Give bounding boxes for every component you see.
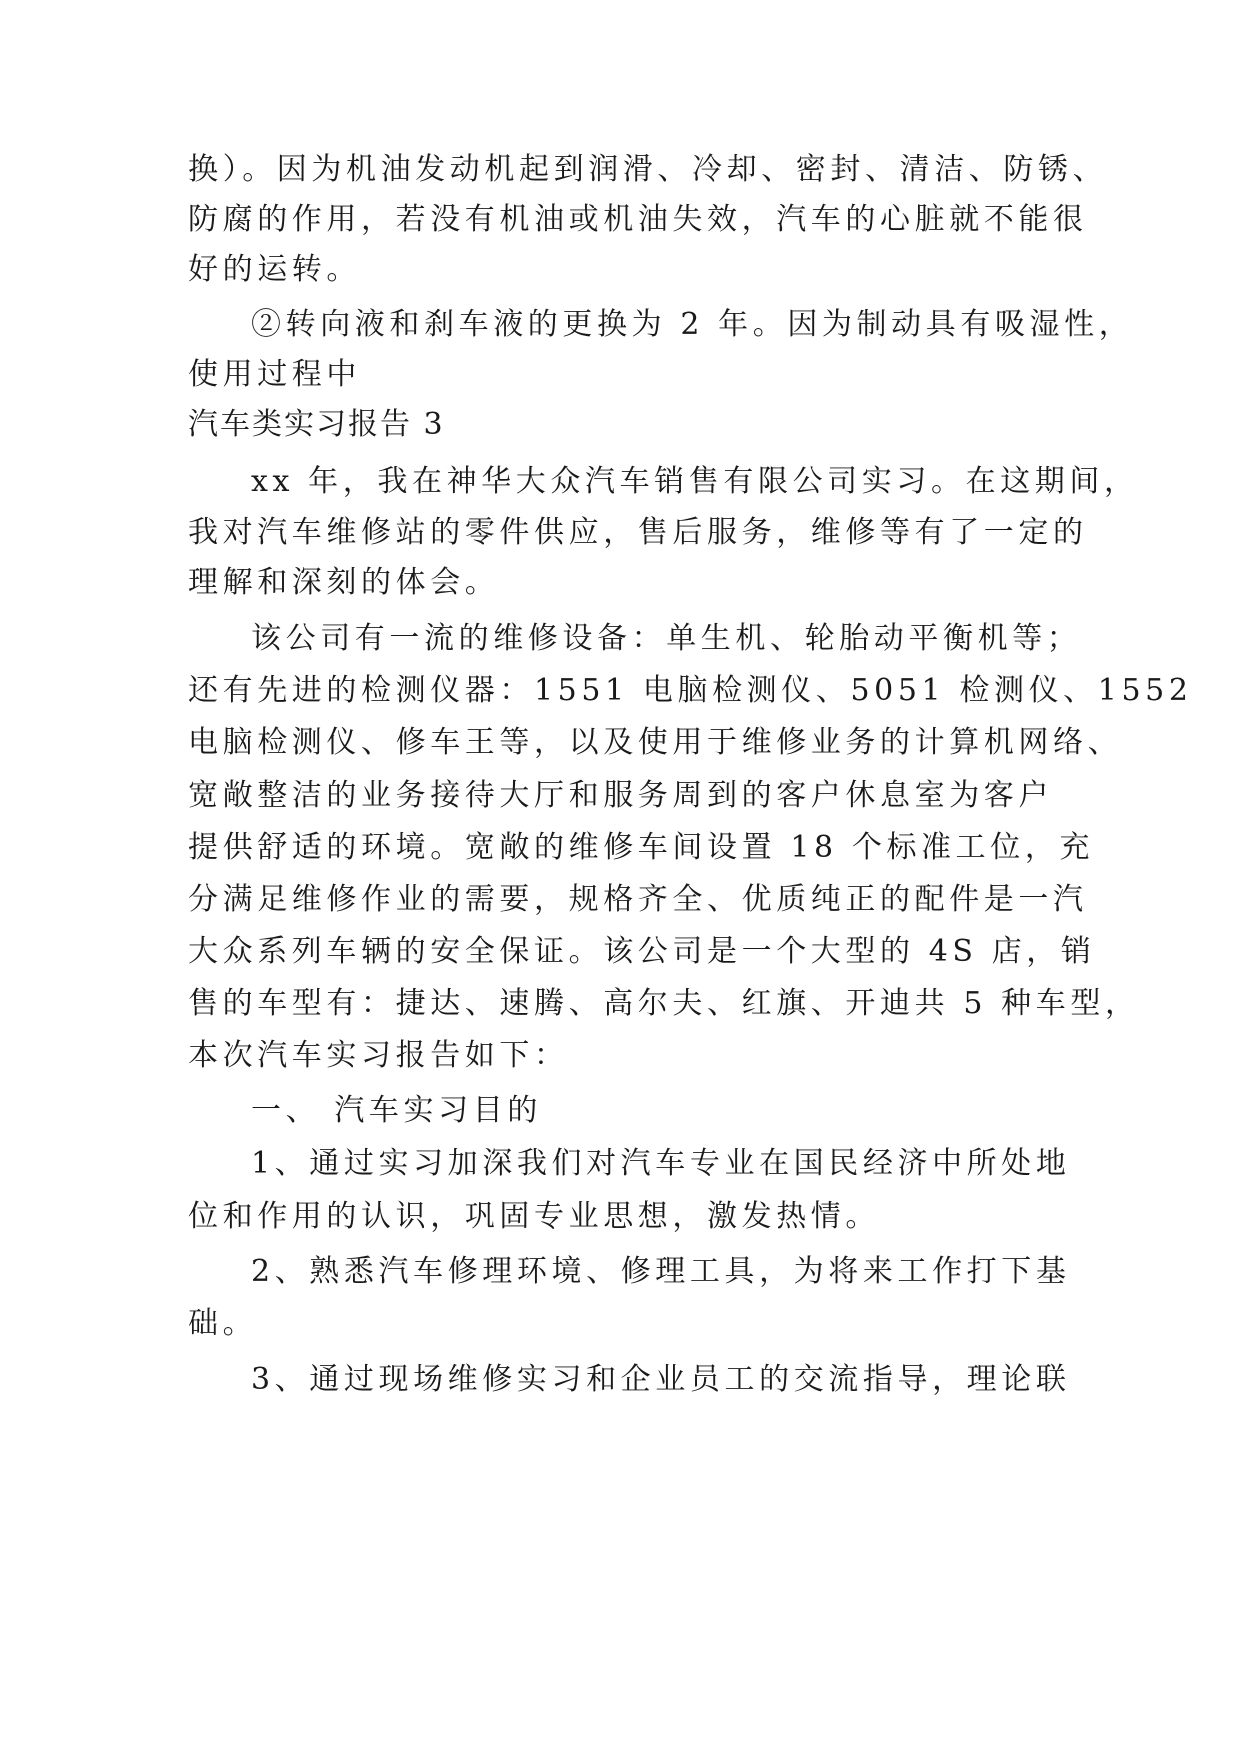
- body-text-line: 我对汽车维修站的零件供应，售后服务，维修等有了一定的: [188, 515, 1088, 550]
- body-text-line: 换）。因为机油发动机起到润滑、冷却、密封、清洁、防锈、: [188, 152, 1108, 187]
- body-text-line: 好的运转。: [188, 252, 361, 287]
- body-text-line: 本次汽车实习报告如下：: [188, 1038, 569, 1073]
- body-text-line: 还有先进的检测仪器：1551 电脑检测仪、5051 检测仪、1552: [188, 673, 1193, 708]
- list-item-text: 础。: [188, 1306, 258, 1341]
- body-text-line: 宽敞整洁的业务接待大厅和服务周到的客户休息室为客户: [188, 778, 1053, 813]
- body-text-line: xx 年，我在神华大众汽车销售有限公司实习。在这期间，: [251, 464, 1139, 499]
- body-text-line: 该公司有一流的维修设备：单生机、轮胎动平衡机等；: [251, 621, 1082, 656]
- section-title: 汽车类实习报告 3: [188, 407, 445, 442]
- body-text-line: 使用过程中: [188, 357, 361, 392]
- body-text-line: 防腐的作用，若没有机油或机油失效，汽车的心脏就不能很: [188, 202, 1088, 237]
- body-text-line: ②转向液和刹车液的更换为 2 年。因为制动具有吸湿性，: [251, 307, 1134, 342]
- body-text-line: 大众系列车辆的安全保证。该公司是一个大型的 4S 店，销: [188, 934, 1096, 969]
- list-item-text: 位和作用的认识，巩固专业思想，激发热情。: [188, 1199, 880, 1234]
- list-item-text: 1、通过实习加深我们对汽车专业在国民经济中所处地: [251, 1146, 1071, 1181]
- body-text-line: 分满足维修作业的需要，规格齐全、优质纯正的配件是一汽: [188, 882, 1088, 917]
- body-text-line: 售的车型有：捷达、速腾、高尔夫、红旗、开迪共 5 种车型，: [188, 986, 1140, 1021]
- section-heading: 一、 汽车实习目的: [251, 1093, 542, 1128]
- body-text-line: 提供舒适的环境。宽敞的维修车间设置 18 个标准工位，充: [188, 830, 1095, 865]
- list-item-text: 2、熟悉汽车修理环境、修理工具，为将来工作打下基: [251, 1254, 1071, 1289]
- list-item-text: 3、通过现场维修实习和企业员工的交流指导，理论联: [251, 1362, 1071, 1397]
- body-text-line: 理解和深刻的体会。: [188, 565, 500, 600]
- body-text-line: 电脑检测仪、修车王等，以及使用于维修业务的计算机网络、: [188, 725, 1123, 760]
